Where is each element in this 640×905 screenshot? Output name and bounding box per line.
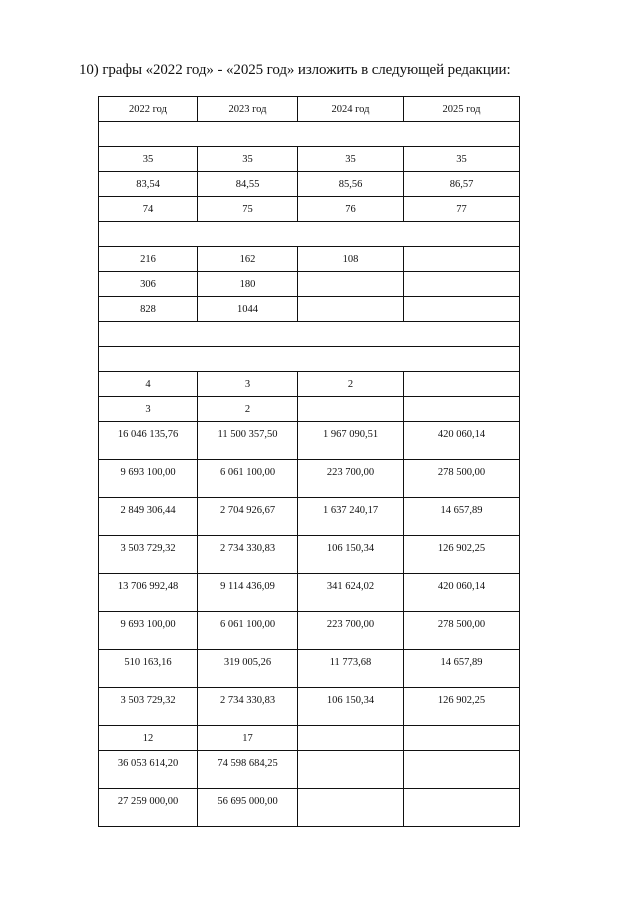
table-cell: [198, 247, 298, 272]
table-cell: [298, 650, 404, 688]
table-row: [99, 650, 520, 688]
cell-value: 75: [242, 204, 253, 215]
table-cell: [198, 397, 298, 422]
table-cell: [99, 147, 198, 172]
cell-value: 16 046 135,76: [117, 429, 179, 440]
table-row: [99, 574, 520, 612]
table-cell: [298, 688, 404, 726]
table-cell: [99, 751, 198, 789]
cell-value: 306: [140, 279, 156, 290]
table-row: [99, 372, 520, 397]
cell-value: 3: [145, 404, 151, 415]
cell-value: 278 500,00: [437, 467, 486, 478]
cell-value: 341 624,02: [326, 581, 375, 592]
table-cell: [99, 498, 198, 536]
table-cell: [404, 372, 520, 397]
table-cell: [298, 574, 404, 612]
section-row: [99, 122, 520, 147]
cell-value: 12: [142, 733, 154, 744]
table-cell: [99, 372, 198, 397]
cell-value: [404, 247, 519, 253]
table-row: [99, 247, 520, 272]
section-cell: [99, 347, 520, 372]
cell-value: 4: [145, 379, 151, 390]
cell-value: 27 259 000,00: [117, 796, 179, 807]
cell-value: 35: [345, 154, 356, 165]
table-row: [99, 498, 520, 536]
table-cell: [99, 612, 198, 650]
table-row: [99, 147, 520, 172]
table-cell: [404, 688, 520, 726]
table-cell: [99, 197, 198, 222]
cell-value: 2 734 330,83: [219, 543, 276, 554]
table-cell: [298, 726, 404, 751]
cell-value: 9 693 100,00: [120, 467, 176, 478]
header-cell-2024: 2024 год: [298, 97, 404, 122]
cell-value: 86,57: [449, 179, 474, 190]
header-row: [99, 97, 520, 122]
cell-value: 319 005,26: [223, 657, 272, 668]
table-row: [99, 688, 520, 726]
table-cell: [198, 650, 298, 688]
cell-value: 420 060,14: [437, 581, 486, 592]
cell-value: 2 734 330,83: [219, 695, 276, 706]
table-cell: [298, 789, 404, 827]
table-cell: [198, 172, 298, 197]
table-row: [99, 272, 520, 297]
table-row: [99, 460, 520, 498]
table-cell: [298, 460, 404, 498]
cell-value: 216: [140, 254, 156, 265]
cell-value: 83,54: [136, 179, 160, 190]
table-cell: [99, 247, 198, 272]
table-cell: [198, 297, 298, 322]
cell-value: 180: [239, 279, 256, 290]
years-table: [98, 96, 520, 827]
cell-value: 35: [242, 154, 253, 165]
cell-value: 74 598 684,25: [217, 758, 278, 769]
cell-value: 162: [239, 254, 256, 265]
table-cell: [99, 789, 198, 827]
cell-value: 1 967 090,51: [322, 429, 379, 440]
table-cell: [298, 172, 404, 197]
table-cell: [404, 726, 520, 751]
cell-value: 85,56: [338, 179, 363, 190]
cell-value: [298, 272, 403, 278]
table-cell: [404, 498, 520, 536]
cell-value: 14 657,89: [440, 505, 483, 516]
section-row: [99, 222, 520, 247]
cell-value: 2 704 926,67: [219, 505, 276, 516]
cell-value: 3: [244, 379, 251, 390]
table-cell: [404, 247, 520, 272]
table-cell: [99, 172, 198, 197]
cell-value: [298, 789, 403, 795]
section-row: [99, 322, 520, 347]
cell-value: [404, 751, 519, 757]
table-row: [99, 726, 520, 751]
table-cell: [198, 536, 298, 574]
cell-value: [404, 789, 519, 795]
cell-value: 3 503 729,32: [120, 695, 176, 706]
table-cell: [404, 197, 520, 222]
cell-value: 2: [347, 379, 354, 390]
header-cell-2023: 2023 год: [198, 97, 298, 122]
cell-value: 11 500 357,50: [217, 429, 278, 440]
table-row: [99, 789, 520, 827]
cell-value: 106 150,34: [326, 695, 375, 706]
table-cell: [298, 397, 404, 422]
cell-value: 6 061 100,00: [219, 467, 276, 478]
table-cell: [298, 272, 404, 297]
cell-value: 2 849 306,44: [120, 505, 176, 516]
cell-value: 223 700,00: [326, 467, 375, 478]
table-cell: [99, 726, 198, 751]
table-row: [99, 297, 520, 322]
table-cell: [404, 574, 520, 612]
table-cell: [198, 272, 298, 297]
header-cell-2022: 2022 год: [99, 97, 198, 122]
cell-value: 76: [345, 204, 356, 215]
table-cell: [298, 197, 404, 222]
table-cell: [198, 688, 298, 726]
cell-value: 106 150,34: [326, 543, 375, 554]
table-cell: [404, 297, 520, 322]
table-cell: [298, 147, 404, 172]
cell-value: 13 706 992,48: [117, 581, 179, 592]
table-cell: [404, 172, 520, 197]
cell-value: 1 637 240,17: [322, 505, 379, 516]
header-cell-2025: 2025 год: [404, 97, 520, 122]
table-cell: [99, 650, 198, 688]
cell-value: 56 695 000,00: [217, 796, 278, 807]
table-cell: [99, 688, 198, 726]
table-cell: [99, 460, 198, 498]
table-cell: [298, 612, 404, 650]
table-cell: [404, 422, 520, 460]
table-cell: [99, 397, 198, 422]
cell-value: 84,55: [235, 179, 260, 190]
cell-value: 14 657,89: [440, 657, 483, 668]
cell-value: [404, 397, 519, 403]
table-cell: [404, 789, 520, 827]
section-row: [99, 347, 520, 372]
table-cell: [404, 272, 520, 297]
cell-value: 2: [244, 404, 251, 415]
table-cell: [99, 272, 198, 297]
table-row: [99, 172, 520, 197]
table-row: [99, 612, 520, 650]
cell-value: 74: [142, 204, 154, 215]
table-cell: [404, 460, 520, 498]
cell-value: 420 060,14: [437, 429, 486, 440]
table-cell: [198, 197, 298, 222]
table-row: [99, 197, 520, 222]
table-cell: [298, 498, 404, 536]
cell-value: 9 693 100,00: [120, 619, 176, 630]
table-cell: [198, 498, 298, 536]
cell-value: 36 053 614,20: [117, 758, 179, 769]
table-cell: [99, 574, 198, 612]
table-cell: [198, 574, 298, 612]
table-cell: [298, 751, 404, 789]
table-row: [99, 536, 520, 574]
table-cell: [198, 372, 298, 397]
section-heading: 10) графы «2022 год» - «2025 год» изложить в следующей редакции:: [79, 62, 511, 78]
cell-value: 1044: [237, 304, 258, 315]
table-row: [99, 751, 520, 789]
cell-value: 17: [242, 733, 253, 744]
table-cell: [404, 751, 520, 789]
table-cell: [198, 422, 298, 460]
cell-value: 828: [140, 304, 156, 315]
table-row: [99, 422, 520, 460]
cell-value: 9 114 436,09: [220, 581, 275, 592]
table-cell: [298, 247, 404, 272]
table-cell: [404, 536, 520, 574]
cell-value: 510 163,16: [124, 657, 172, 668]
table-cell: [198, 751, 298, 789]
cell-value: 278 500,00: [437, 619, 486, 630]
table-cell: [99, 422, 198, 460]
cell-value: 108: [342, 254, 359, 265]
cell-value: [404, 272, 519, 278]
cell-value: 77: [456, 204, 467, 215]
table-cell: [298, 536, 404, 574]
table-cell: [404, 147, 520, 172]
table-cell: [198, 147, 298, 172]
section-cell: [99, 222, 520, 247]
cell-value: [404, 726, 519, 732]
table-cell: [298, 297, 404, 322]
cell-value: 6 061 100,00: [219, 619, 276, 630]
cell-value: 35: [142, 154, 154, 165]
table-cell: [298, 422, 404, 460]
table-cell: [198, 460, 298, 498]
table-body: [99, 97, 520, 827]
cell-value: [298, 297, 403, 303]
table-cell: [198, 726, 298, 751]
table-cell: [404, 397, 520, 422]
cell-value: [298, 751, 403, 757]
cell-value: 35: [456, 154, 467, 165]
table-row: [99, 397, 520, 422]
cell-value: 223 700,00: [326, 619, 375, 630]
cell-value: 126 902,25: [437, 543, 486, 554]
cell-value: 3 503 729,32: [120, 543, 176, 554]
cell-value: [404, 372, 519, 378]
table-cell: [404, 650, 520, 688]
table-cell: [404, 612, 520, 650]
table-cell: [198, 612, 298, 650]
cell-value: 126 902,25: [437, 695, 486, 706]
section-cell: [99, 322, 520, 347]
cell-value: [298, 397, 403, 403]
cell-value: 11 773,68: [329, 657, 372, 668]
table-cell: [198, 789, 298, 827]
table-cell: [298, 372, 404, 397]
section-cell: [99, 122, 520, 147]
cell-value: [404, 297, 519, 303]
table-cell: [99, 297, 198, 322]
table-cell: [99, 536, 198, 574]
cell-value: [298, 726, 403, 732]
